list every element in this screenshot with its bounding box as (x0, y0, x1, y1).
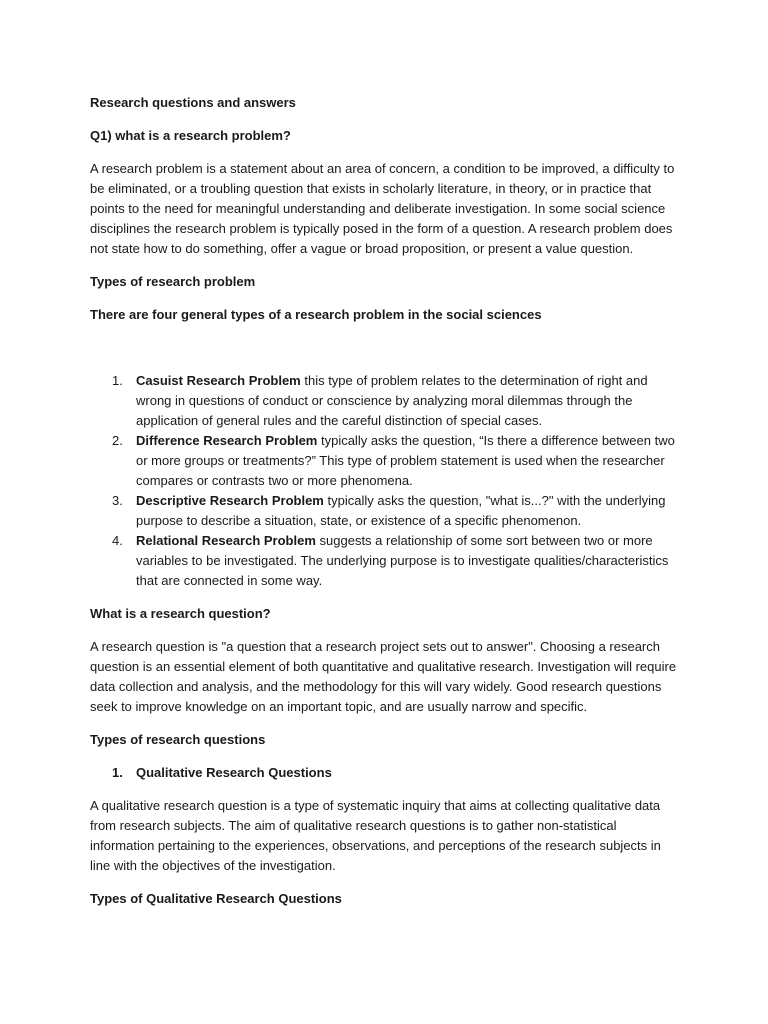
research-question-heading: What is a research question? (90, 606, 271, 621)
qualitative-questions-paragraph: A qualitative research question is a type of systematic inquiry that aims at collecting qualitative data from research subjects. The aim of qualitative research questions is to gather non-statistical information pertaining to the experiences, observations, and perceptions of the research subjects in line with the objectives of the investigation. (90, 798, 661, 873)
document-title: Research questions and answers (90, 95, 296, 110)
list-item-term: Relational Research Problem (136, 533, 316, 548)
list-item-number: 1. (112, 373, 123, 388)
research-problem-paragraph: A research problem is a statement about an area of concern, a condition to be improved, a difficulty to be eliminated, or a troubling question that exists in scholarly literature, in theory, or in practice that points to the need for meaningful understanding and deliberate investigation. In some social science disciplines the research problem is typically posed in the form of a question. A research problem does not state how to do something, offer a vague or broad proposition, or present a value question. (90, 161, 675, 256)
subheading-text: Qualitative Research Questions (136, 765, 332, 780)
list-item-number: 4. (112, 533, 123, 548)
types-of-research-questions-heading: Types of research questions (90, 732, 266, 747)
list-item-number: 3. (112, 493, 123, 508)
blank-line (90, 338, 680, 371)
types-intro-heading: There are four general types of a research problem in the social sciences (90, 307, 542, 322)
list-item (90, 531, 680, 591)
research-problem-types-list (90, 371, 680, 591)
list-item (90, 371, 680, 431)
list-item-text: typically asks the question, “Is there a difference between two or more groups or treatments?” This type of problem statement is used when the researcher compares or contrasts two or more phenomena. (136, 433, 675, 488)
list-item (90, 491, 680, 531)
subheading-number: 1. (112, 765, 123, 780)
list-item-text: typically asks the question, "what is...?" with the underlying purpose to describe a situation, state, or existence of a specific phenomenon. (136, 493, 666, 528)
list-item-text: suggests a relationship of some sort between two or more variables to be investigated. The underlying purpose is to investigate qualities/characteristics that are connected in some way. (136, 533, 669, 588)
research-question-paragraph: A research question is "a question that a research project sets out to answer". Choosing a research question is an essential element of both quantitative and qualitative research. Investigation will require data collection and analysis, and the methodology for this will vary widely. Good research questions seek to improve knowledge on an important topic, and are usually narrow and specific. (90, 639, 677, 714)
qualitative-questions-subheading (90, 763, 680, 783)
list-item-term: Difference Research Problem (136, 433, 318, 448)
types-of-research-problem-heading: Types of research problem (90, 274, 256, 289)
list-item (90, 431, 680, 491)
document-page (90, 93, 680, 922)
types-of-qualitative-questions-heading: Types of Qualitative Research Questions (90, 891, 342, 906)
list-item-term: Casuist Research Problem (136, 373, 301, 388)
question-1-heading: Q1) what is a research problem? (90, 128, 291, 143)
list-item-number: 2. (112, 433, 123, 448)
list-item-text: this type of problem relates to the determination of right and wrong in questions of conduct or conscience by analyzing moral dilemmas through the application of general rules and the careful distinction of special cases. (136, 373, 648, 428)
list-item-term: Descriptive Research Problem (136, 493, 324, 508)
